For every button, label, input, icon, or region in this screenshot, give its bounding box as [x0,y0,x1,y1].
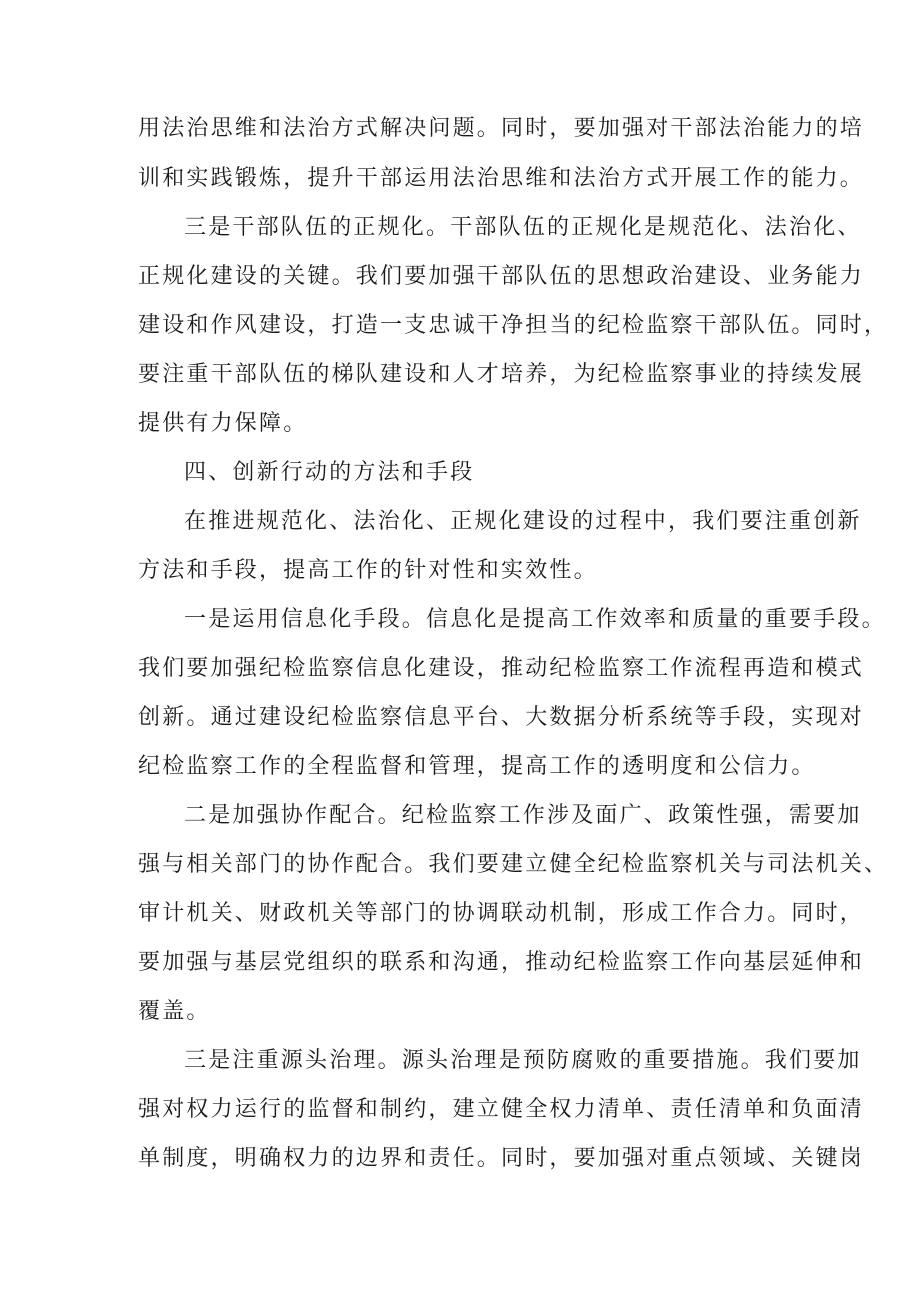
text-line: 我们要加强纪检监察信息化建设，推动纪检监察工作流程再造和模式 [138,656,865,681]
text-line: 覆盖。 [138,999,211,1024]
text-line: 正规化建设的关键。我们要加强干部队伍的思想政治建设、业务能力 [138,264,865,289]
paragraph-start-line: 三是干部队伍的正规化。干部队伍的正规化是规范化、法治化、 [184,215,862,240]
text-line: 建设和作风建设，打造一支忠诚干净担当的纪检监察干部队伍。同时， [138,313,889,338]
text-line: 强与相关部门的协作配合。我们要建立健全纪检监察机关与司法机关、 [138,852,889,877]
text-line: 提供有力保障。 [138,411,308,436]
text-line: 用法治思维和法治方式解决问题。同时，要加强对干部法治能力的培 [138,116,865,141]
text-line: 方法和手段，提高工作的针对性和实效性。 [138,558,598,583]
text-line: 单制度，明确权力的边界和责任。同时，要加强对重点领域、关键岗 [138,1146,865,1171]
text-line: 审计机关、财政机关等部门的协调联动机制，形成工作合力。同时， [138,901,865,926]
paragraph-start-line: 三是注重源头治理。源头治理是预防腐败的重要措施。我们要加 [184,1048,862,1073]
text-line: 要加强与基层党组织的联系和沟通，推动纪检监察工作向基层延伸和 [138,950,865,975]
text-line: 要注重干部队伍的梯队建设和人才培养，为纪检监察事业的持续发展 [138,362,865,387]
text-line: 纪检监察工作的全程监督和管理，提高工作的透明度和公信力。 [138,754,816,779]
section-heading: 四、创新行动的方法和手段 [184,460,475,485]
text-line: 强对权力运行的监督和制约，建立健全权力清单、责任清单和负面清 [138,1097,865,1122]
text-line: 创新。通过建设纪检监察信息平台、大数据分析系统等手段，实现对 [138,705,865,730]
paragraph-start-line: 一是运用信息化手段。信息化是提高工作效率和质量的重要手段。 [184,607,886,632]
paragraph-start-line: 二是加强协作配合。纪检监察工作涉及面广、政策性强，需要加 [184,803,862,828]
paragraph-start-line: 在推进规范化、法治化、正规化建设的过程中，我们要注重创新 [184,509,862,534]
text-line: 训和实践锻炼，提升干部运用法治思维和法治方式开展工作的能力。 [138,166,865,191]
